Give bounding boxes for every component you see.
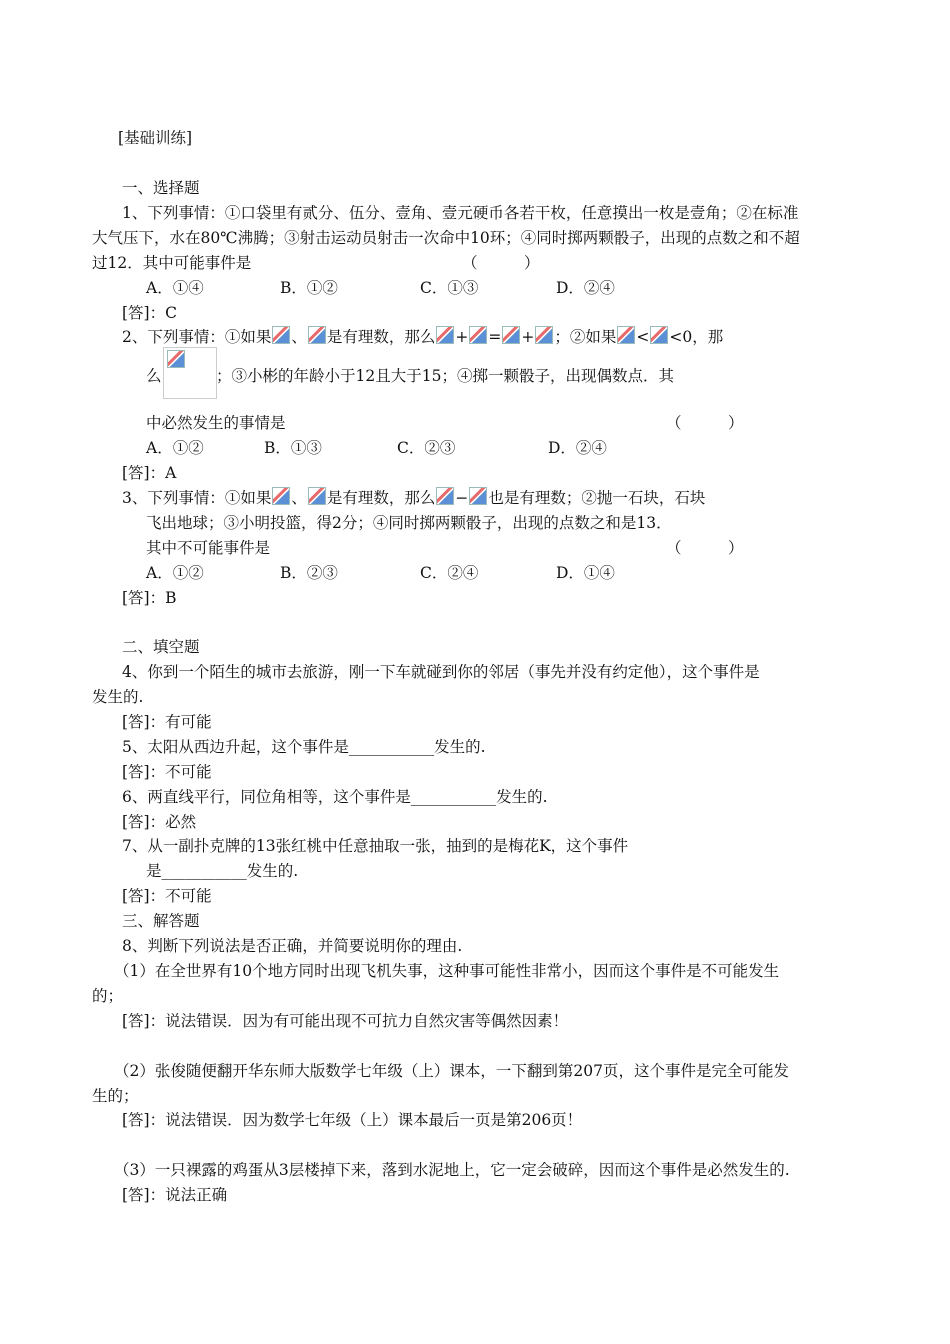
formula-image-icon	[272, 326, 290, 344]
fill-heading: 二、填空题	[122, 638, 200, 656]
q2-text-6: +	[521, 328, 535, 346]
q3-text-3: 是有理数，那么	[326, 489, 436, 507]
q2-text-5: =	[488, 328, 502, 346]
s2-line1: （2）张俊随便翻开华东师大版数学七年级（上）课本，一下翻到第207页，这个事件是完全可能发	[114, 1062, 789, 1080]
q6-answer: [答]：必然	[122, 813, 197, 831]
q7-line2: 是___________发生的.	[146, 862, 299, 880]
q2-line1	[122, 326, 723, 347]
q3-answer: [答]：B	[122, 589, 177, 607]
q5-line: 5、太阳从西边升起，这个事件是___________发生的.	[122, 738, 486, 756]
formula-box	[163, 347, 217, 399]
q2-text-8: <	[636, 328, 650, 346]
q1-option-d: D．②④	[556, 279, 615, 297]
q3-text-5: 也是有理数；②抛一石块，石块	[488, 489, 706, 507]
q2-option-c: C．②③	[397, 439, 456, 457]
formula-image-icon	[308, 487, 326, 505]
section-title: [基础训练]	[118, 129, 193, 147]
q2-paren: （ ）	[666, 414, 744, 432]
q4-line1: 4、你到一个陌生的城市去旅游，刚一下车就碰到你的邻居（事先并没有约定他），这个事件是	[122, 663, 760, 681]
q2-text-3: 是有理数，那么	[326, 328, 436, 346]
q3-line1	[122, 487, 705, 508]
s3-answer: [答]：说法正确	[122, 1186, 228, 1204]
q2-text-2: 、	[291, 328, 307, 346]
q1-answer: [答]：C	[122, 304, 177, 322]
q6-line: 6、两直线平行，同位角相等，这个事件是___________发生的.	[122, 788, 548, 806]
q3-option-a: A．①②	[146, 564, 204, 582]
s1-line1: （1）在全世界有10个地方同时出现飞机失事，这种事可能性非常小，因而这个事件是不可能发生	[114, 962, 780, 980]
q2-option-d: D．②④	[548, 439, 607, 457]
formula-image-icon	[535, 326, 553, 344]
q2-option-a: A．①②	[146, 439, 204, 457]
q1-line2: 大气压下，水在80℃沸腾；③射击运动员射击一次命中10环；④同时掷两颗骰子，出现的点数之和不超	[92, 229, 800, 247]
q7-answer: [答]：不可能	[122, 887, 212, 905]
q4-line2: 发生的.	[92, 688, 144, 706]
q3-option-d: D．①④	[556, 564, 615, 582]
q8-line: 8、判断下列说法是否正确，并简要说明你的理由.	[122, 937, 463, 955]
q2-answer: [答]：A	[122, 464, 177, 482]
q1-line3: 过12．其中可能事件是	[92, 254, 252, 272]
q2-line2a: 么	[146, 367, 162, 385]
choice-heading: 一、选择题	[122, 179, 200, 197]
q1-option-a: A．①④	[146, 279, 204, 297]
q7-line1: 7、从一副扑克牌的13张红桃中任意抽取一张，抽到的是梅花K，这个事件	[122, 837, 629, 855]
s2-line2: 生的；	[92, 1087, 139, 1105]
q3-paren: （ ）	[666, 539, 744, 557]
q2-line3: 中必然发生的事情是	[146, 414, 286, 432]
q3-line3: 其中不可能事件是	[146, 539, 271, 557]
formula-image-icon	[650, 326, 668, 344]
q5-answer: [答]：不可能	[122, 763, 212, 781]
formula-image-icon	[469, 487, 487, 505]
q2-text-9: <0，那	[669, 328, 724, 346]
formula-image-icon	[272, 487, 290, 505]
q2-text-7: ；②如果	[554, 328, 617, 346]
q1-option-c: C．①③	[420, 279, 479, 297]
q1-option-b: B．①②	[280, 279, 338, 297]
formula-image-icon	[502, 326, 520, 344]
q3-text-2: 、	[291, 489, 307, 507]
q3-text-4: −	[455, 489, 469, 507]
q3-option-b: B．②③	[280, 564, 338, 582]
formula-image-icon	[167, 350, 185, 368]
q2-text-1: 2、下列事情：①如果	[122, 328, 272, 346]
s1-answer: [答]：说法错误．因为有可能出现不可抗力自然灾害等偶然因素！	[122, 1012, 569, 1030]
q3-text-1: 3、下列事情：①如果	[122, 489, 272, 507]
q1-line1: 1、下列事情：①口袋里有贰分、伍分、壹角、壹元硬币各若干枚，任意摸出一枚是壹角；②在标准	[122, 204, 799, 222]
s3-line1: （3）一只裸露的鸡蛋从3层楼掉下来，落到水泥地上，它一定会破碎，因而这个事件是必然发生的.	[114, 1161, 790, 1179]
formula-image-icon	[308, 326, 326, 344]
q2-text-4: +	[455, 328, 469, 346]
q3-option-c: C．②④	[420, 564, 479, 582]
q1-paren: （ ）	[462, 254, 540, 272]
q2-option-b: B．①③	[264, 439, 322, 457]
q4-answer: [答]：有可能	[122, 713, 212, 731]
answer-heading: 三、解答题	[122, 912, 200, 930]
formula-image-icon	[436, 487, 454, 505]
formula-image-icon	[469, 326, 487, 344]
s2-answer: [答]：说法错误．因为数学七年级（上）课本最后一页是第206页！	[122, 1111, 583, 1129]
formula-image-icon	[617, 326, 635, 344]
q2-line2b: ；③小彬的年龄小于12且大于15；④掷一颗骰子，出现偶数点．其	[216, 367, 674, 385]
q3-line2: 飞出地球；③小明投篮，得2分；④同时掷两颗骰子，出现的点数之和是13．	[146, 514, 672, 532]
s1-line2: 的；	[92, 987, 124, 1005]
formula-image-icon	[436, 326, 454, 344]
